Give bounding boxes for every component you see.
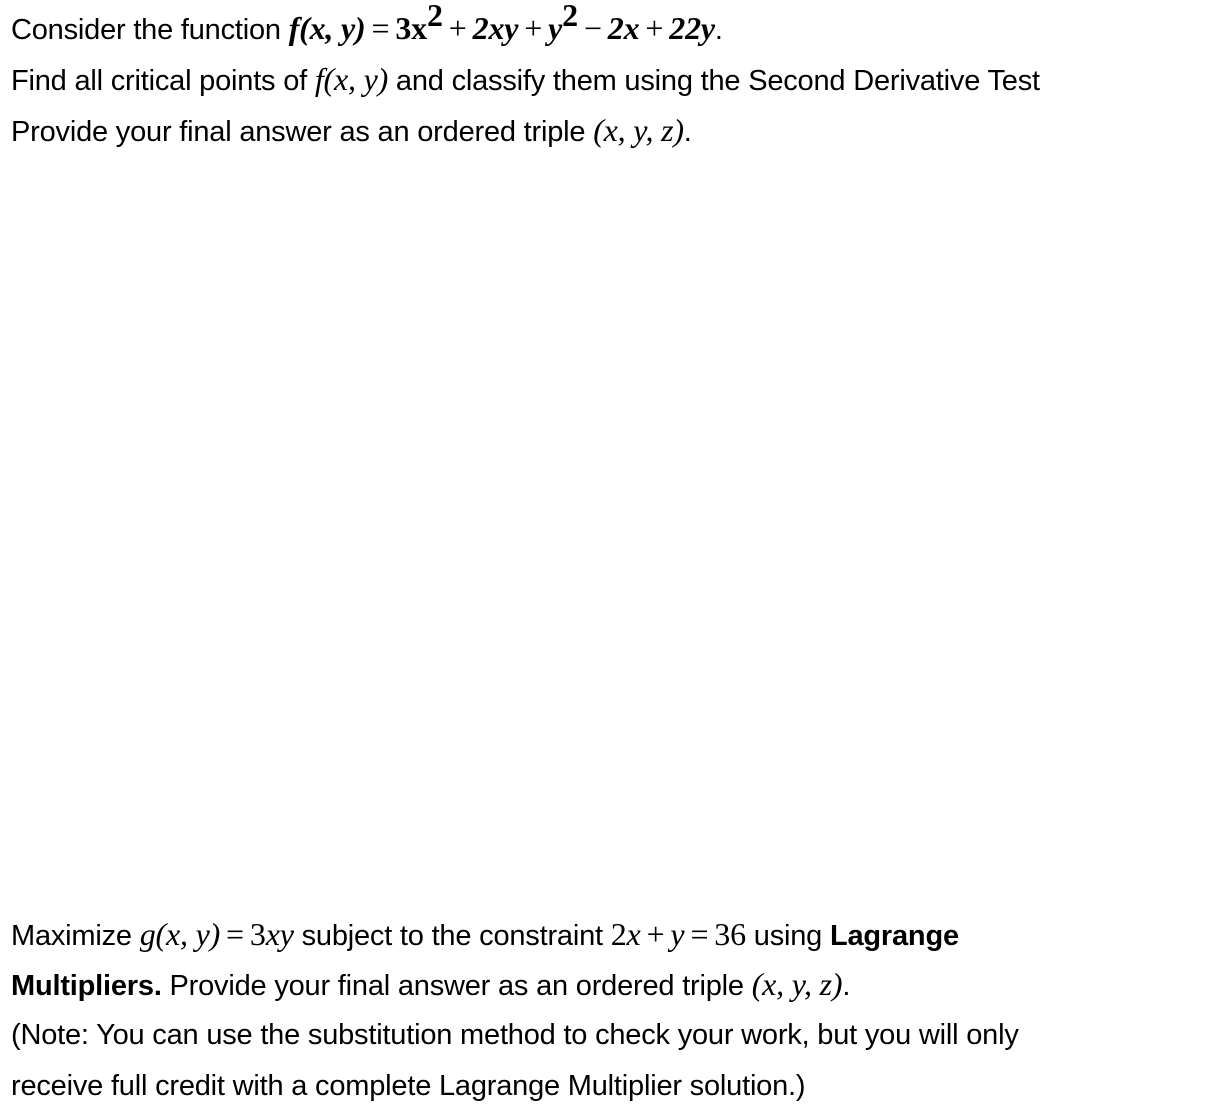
- plus-sign: +: [524, 10, 543, 46]
- problem-2-statement: [11, 912, 959, 958]
- term-2x: 2x: [607, 10, 640, 46]
- note-text: receive full credit with a complete Lagrange Multiplier solution.): [11, 1070, 806, 1102]
- method-name: Lagrange: [829, 920, 959, 952]
- intro-text: Consider the function: [11, 14, 289, 46]
- period: .: [714, 14, 723, 46]
- function-name: g(x, y): [139, 916, 221, 952]
- plus-sign: +: [646, 916, 665, 952]
- term-2xy: 2xy: [472, 10, 519, 46]
- variable: xy: [265, 916, 294, 952]
- coefficient: 3: [249, 916, 266, 952]
- equals-sign: =: [690, 916, 709, 952]
- variable: y: [670, 916, 685, 952]
- using-text: using: [745, 920, 830, 952]
- variable: x: [626, 916, 641, 952]
- term-y: y: [548, 10, 563, 46]
- plus-sign: +: [645, 10, 664, 46]
- term-3x: 3x: [395, 10, 427, 46]
- plus-sign: +: [448, 10, 467, 46]
- problem-2-answer-format: [11, 962, 850, 1008]
- exponent: 2: [426, 0, 443, 34]
- exponent: 2: [562, 0, 578, 34]
- period: .: [842, 970, 851, 1002]
- constant: 36: [714, 916, 746, 952]
- problem-1-instructions: [11, 57, 1040, 103]
- note-text: (Note: You can use the substitution method to check your work, but you will only: [11, 1019, 1019, 1051]
- minus-sign: −: [583, 10, 602, 46]
- equals-sign: =: [371, 10, 390, 46]
- instruction-text: Find all critical points of: [11, 65, 315, 97]
- problem-2-note-line-2: [11, 1064, 805, 1108]
- constraint-text: subject to the constraint: [293, 920, 611, 952]
- function-name: f(x, y): [288, 10, 366, 46]
- intro-text: Maximize: [11, 920, 140, 952]
- answer-format-text: Provide your final answer as an ordered triple: [161, 970, 752, 1002]
- coefficient: 2: [610, 916, 627, 952]
- instruction-text: and classify them using the Second Derivative Test: [388, 65, 1040, 97]
- answer-format-text: Provide your final answer as an ordered triple: [11, 116, 594, 148]
- work-space: [0, 160, 1217, 900]
- problem-2-note-line-1: [11, 1013, 1019, 1057]
- method-name: Multipliers.: [11, 970, 162, 1002]
- ordered-triple: (x, y, z): [593, 112, 684, 148]
- term-22y: 22y: [669, 10, 715, 46]
- function-ref: f(x, y): [314, 61, 389, 97]
- problem-1-statement: [11, 0, 723, 52]
- problem-1-answer-format: [11, 108, 692, 154]
- equals-sign: =: [226, 916, 244, 952]
- ordered-triple: (x, y, z): [751, 966, 843, 1002]
- period: .: [683, 116, 692, 148]
